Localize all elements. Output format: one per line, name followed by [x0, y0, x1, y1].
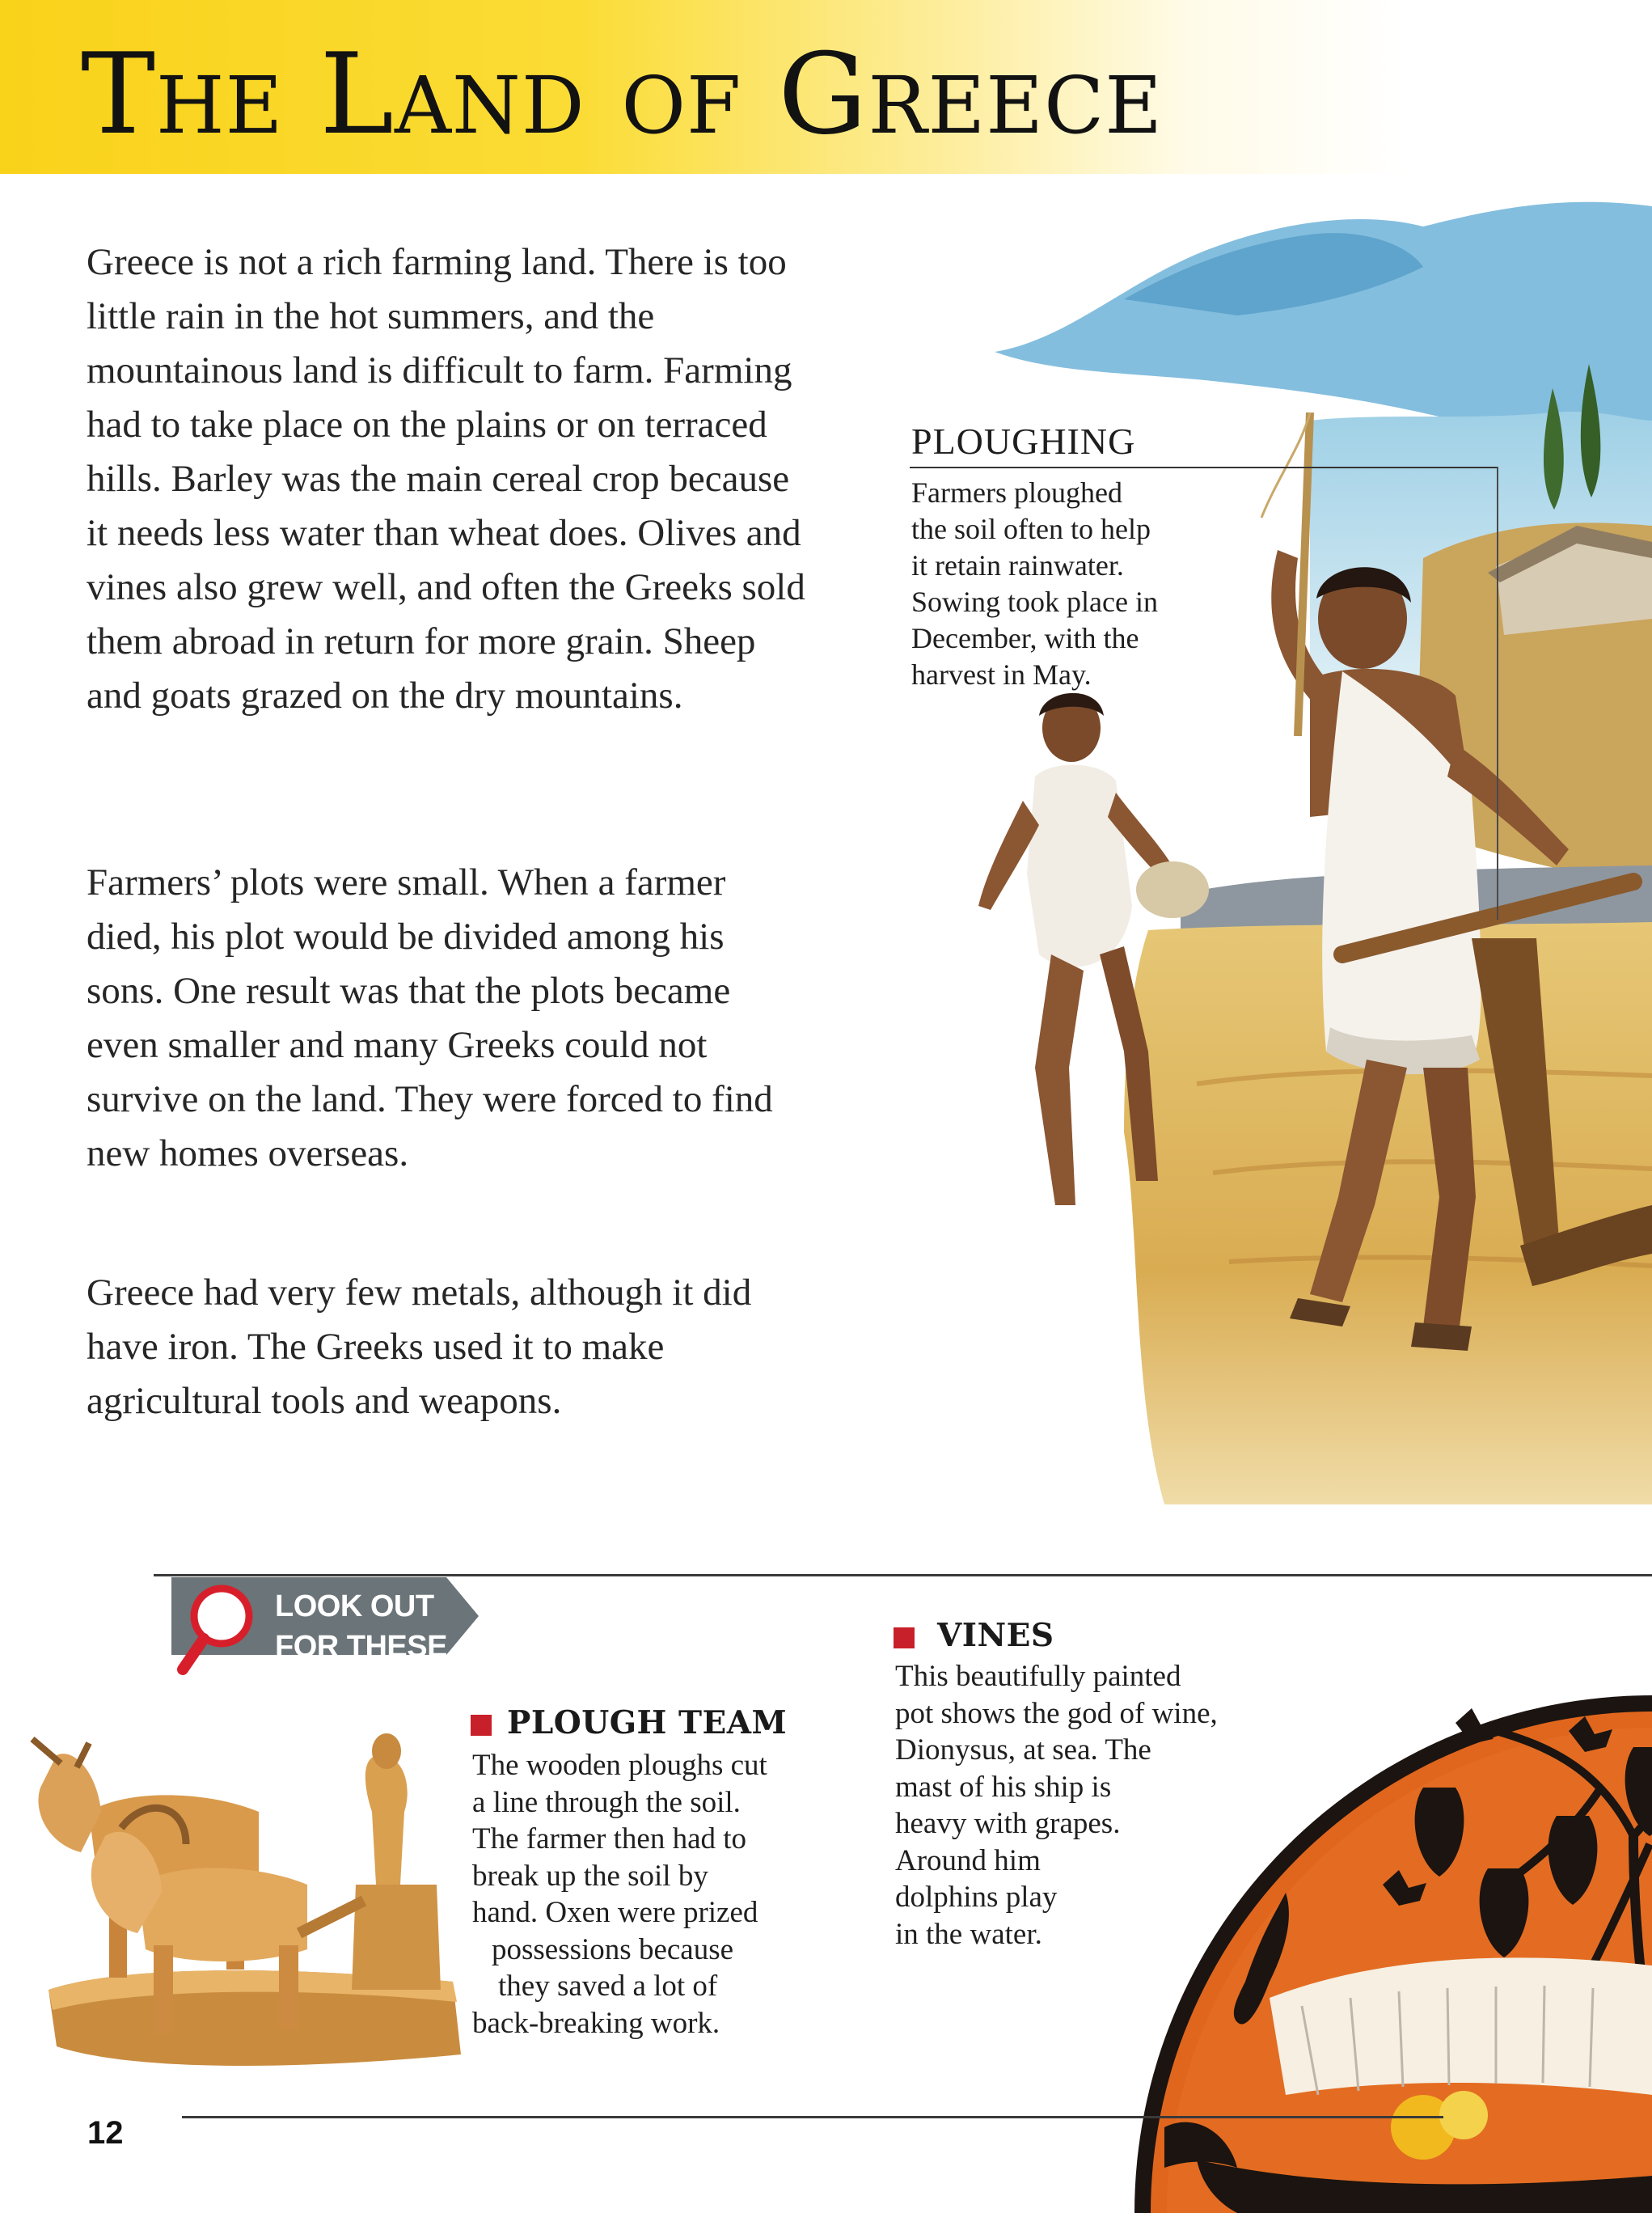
body-paragraph-1: Greece is not a rich farming land. There is too little rain in the hot summers, and the mountainous land is difficult to farm. Farming had to take place on the plains or on terraced hills. Barley was the main cereal crop because it needs less water than wheat does. Olives and vines also grew well, and often the Greeks sold them abroad in return for more grain. Sheep and goats grazed on the dry mountains. [87, 241, 805, 717]
look-out-label-line1: LOOK OUT [275, 1589, 434, 1623]
look-out-label-line2: FOR THESE [275, 1630, 447, 1664]
plough-team-text: The wooden ploughs cut a line through the soil. The farmer then had to break up the soil by hand. Oxen were prized possessions because they saved a lot of back-breaking work. [472, 1749, 767, 2040]
vines-title: VINES [937, 1617, 1054, 1654]
page-number: 12 [87, 2115, 124, 2151]
ploughing-caption-title: PLOUGHING [911, 421, 1136, 462]
ploughing-caption-text: Farmers ploughed the soil often to help it retain rainwater. Sowing took place in December, with the harvest in May. [911, 476, 1158, 691]
vines-bullet [894, 1627, 915, 1648]
body-paragraph-3: Greece had very few metals, although it did have iron. The Greeks used it to make agricultural tools and weapons. [87, 1272, 752, 1422]
ploughing-caption-rule [910, 467, 1498, 468]
plough-team-title: PLOUGH TEAM [507, 1704, 788, 1741]
page-title: The Land of Greece [81, 29, 1164, 159]
ploughing-caption-bracket [1497, 467, 1498, 920]
look-out-section-rule [154, 1574, 1652, 1576]
footer-rule [182, 2116, 1443, 2118]
body-paragraph-2: Farmers’ plots were small. When a farmer died, his plot would be divided among his sons. One result was that the plots became even smaller and many Greeks could not survive on the land. They were forced to find new homes overseas. [87, 861, 773, 1174]
plough-team-model-illustration [0, 1723, 477, 2079]
ploughing-farmers-illustration [857, 178, 1652, 1504]
plough-team-bullet [471, 1715, 492, 1736]
vines-text: This beautifully painted pot shows the god of wine, Dionysus, at sea. The mast of his ship is heavy with grapes. Around him dolphins play in the water. [895, 1660, 1218, 1951]
dionysus-cup-illustration [1116, 1674, 1652, 2213]
